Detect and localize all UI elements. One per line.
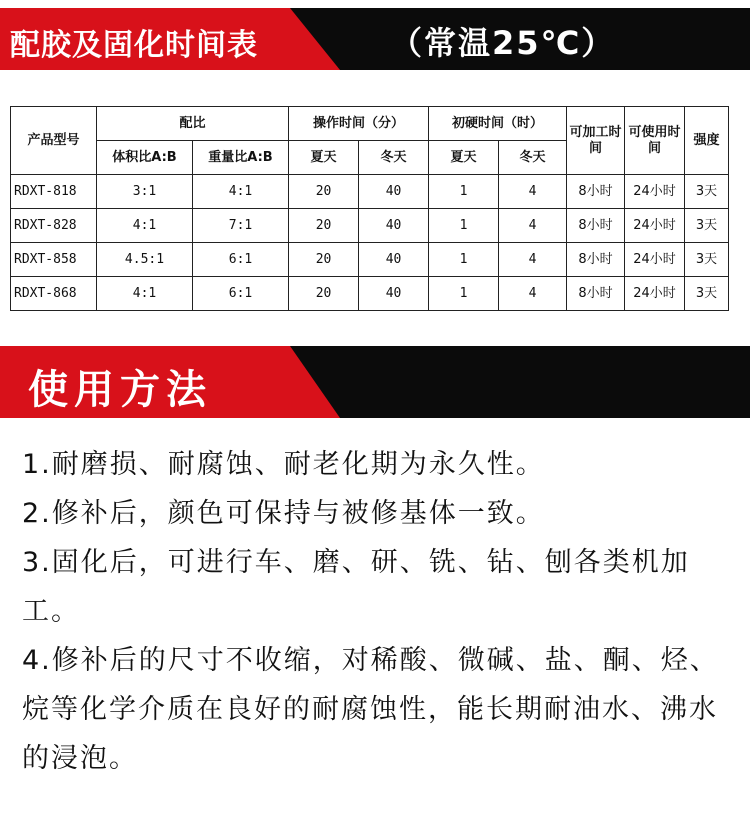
table-cell: 4 xyxy=(499,175,567,209)
header-cure-time: 初硬时间（时） xyxy=(429,107,567,141)
table-cell: 24小时 xyxy=(625,209,685,243)
header-use-time: 可使用时间 xyxy=(625,107,685,175)
header-banner xyxy=(0,0,750,70)
table-cell: 8小时 xyxy=(567,243,625,277)
table-cell: 4 xyxy=(499,209,567,243)
header-weight-ratio: 重量比A:B xyxy=(193,141,289,175)
model-cell: RDXT-818 xyxy=(11,175,97,209)
table-cell: 8小时 xyxy=(567,277,625,311)
table-row xyxy=(11,277,729,311)
table-cell: 24小时 xyxy=(625,243,685,277)
table-cell: 3:1 xyxy=(97,175,193,209)
header-strength: 强度 xyxy=(685,107,729,175)
model-cell: RDXT-858 xyxy=(11,243,97,277)
table-cell: 40 xyxy=(359,243,429,277)
table-cell: 1 xyxy=(429,209,499,243)
table-cell: 40 xyxy=(359,277,429,311)
table-row xyxy=(11,243,729,277)
table-cell: 3天 xyxy=(685,277,729,311)
header-work-time: 操作时间（分） xyxy=(289,107,429,141)
header-model: 产品型号 xyxy=(11,107,97,175)
table-cell: 8小时 xyxy=(567,209,625,243)
usage-item: 3.固化后，可进行车、磨、研、铣、钻、刨各类机加工。 xyxy=(22,547,690,627)
table-body xyxy=(11,175,729,311)
table-cell: 40 xyxy=(359,175,429,209)
table-row xyxy=(11,175,729,209)
model-cell: RDXT-868 xyxy=(11,277,97,311)
table-cell: 1 xyxy=(429,277,499,311)
usage-title: 使用方法 xyxy=(28,367,212,413)
table-cell: 3天 xyxy=(685,209,729,243)
header-winter: 冬天 xyxy=(359,141,429,175)
table-cell: 24小时 xyxy=(625,277,685,311)
usage-banner xyxy=(0,346,750,418)
table-cell: 4 xyxy=(499,243,567,277)
table-cell: 24小时 xyxy=(625,175,685,209)
table-cell: 6:1 xyxy=(193,277,289,311)
table-cell: 4:1 xyxy=(193,175,289,209)
cure-time-table xyxy=(10,106,729,311)
table-cell: 4 xyxy=(499,277,567,311)
table-cell: 3天 xyxy=(685,243,729,277)
table-cell: 40 xyxy=(359,209,429,243)
table-cell: 7:1 xyxy=(193,209,289,243)
table-cell: 6:1 xyxy=(193,243,289,277)
usage-item: 2.修补后，颜色可保持与被修基体一致。 xyxy=(22,498,545,529)
header-winter: 冬天 xyxy=(499,141,567,175)
banner-title: 配胶及固化时间表 xyxy=(10,28,258,63)
model-cell: RDXT-828 xyxy=(11,209,97,243)
usage-item: 1.耐磨损、耐腐蚀、耐老化期为永久性。 xyxy=(22,449,545,480)
table-cell: 20 xyxy=(289,277,359,311)
table-cell: 8小时 xyxy=(567,175,625,209)
table-row xyxy=(11,209,729,243)
table-cell: 4.5:1 xyxy=(97,243,193,277)
header-volume-ratio: 体积比A:B xyxy=(97,141,193,175)
header-summer: 夏天 xyxy=(289,141,359,175)
table-cell: 1 xyxy=(429,175,499,209)
table-cell: 3天 xyxy=(685,175,729,209)
header-ratio: 配比 xyxy=(97,107,289,141)
table-cell: 4:1 xyxy=(97,277,193,311)
header-machine-time: 可加工时间 xyxy=(567,107,625,175)
table-cell: 20 xyxy=(289,209,359,243)
banner-condition: （常温25℃） xyxy=(390,24,616,62)
table-cell: 4:1 xyxy=(97,209,193,243)
table-cell: 1 xyxy=(429,243,499,277)
usage-list xyxy=(22,440,734,783)
table-cell: 20 xyxy=(289,243,359,277)
header-summer: 夏天 xyxy=(429,141,499,175)
usage-item: 4.修补后的尺寸不收缩，对稀酸、微碱、盐、酮、烃、烷等化学介质在良好的耐腐蚀性，能长期耐油水、沸水的浸泡。 xyxy=(22,645,719,774)
table-cell: 20 xyxy=(289,175,359,209)
